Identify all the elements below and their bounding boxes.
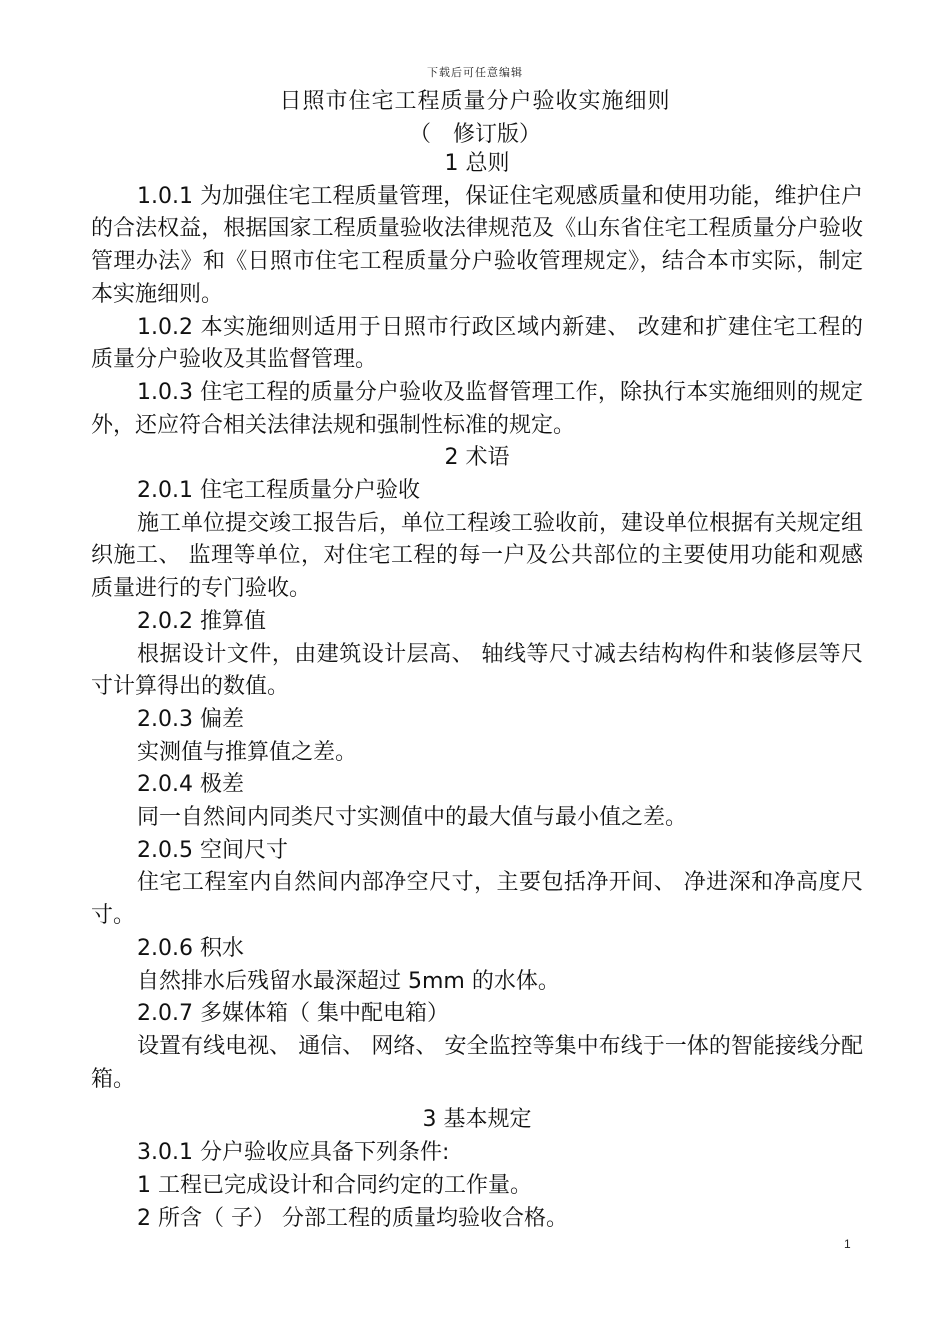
- term-definition-2-0-1: 施工单位提交竣工报告后，单位工程竣工验收前，建设单位根据有关规定组织施工、 监理等单位，对住宅工程的每一户及公共部位的主要使用功能和观感质量进行的专门验收。: [91, 510, 864, 602]
- page-number: 1: [844, 1237, 851, 1251]
- term-label-2-0-1: 2.0.1 住宅工程质量分户验收: [137, 478, 420, 504]
- clause-1-0-1: 1.0.1 为加强住宅工程质量管理，保证住宅观感质量和使用功能，维护住户的合法权益，根据国家工程质量验收法律规范及《山东省住宅工程质量分户验收管理办法》和《日照市住宅工程质量分户验收管理规定》，结合本市实际，制定本实施细则。: [91, 183, 863, 307]
- term-definition-2-0-3: 实测值与推算值之差。: [137, 739, 358, 765]
- condition-item-1: 1 工程已完成设计和合同约定的工作量。: [137, 1172, 532, 1198]
- clause-3-0-1: 3.0.1 分户验收应具备下列条件:: [137, 1140, 450, 1166]
- term-label-2-0-3: 2.0.3 偏差: [137, 706, 244, 732]
- term-definition-2-0-5: 住宅工程室内自然间内部净空尺寸，主要包括净开间、 净进深和净高度尺寸。: [91, 870, 863, 929]
- term-label-2-0-2: 2.0.2 推算值: [137, 608, 266, 634]
- term-definition-2-0-2: 根据设计文件，由建筑设计层高、 轴线等尺寸减去结构构件和装修层等尺寸计算得出的数值。: [91, 641, 863, 700]
- term-label-2-0-7: 2.0.7 多媒体箱（ 集中配电箱）: [137, 1001, 449, 1027]
- term-definition-2-0-6: 自然排水后残留水最深超过 5mm 的水体。: [137, 968, 560, 994]
- watermark-text: 下载后可任意编辑: [427, 66, 523, 79]
- clause-1-0-2: 1.0.2 本实施细则适用于日照市行政区域内新建、 改建和扩建住宅工程的质量分户验收及其监督管理。: [91, 314, 863, 373]
- term-definition-2-0-7: 设置有线电视、 通信、 网络、 安全监控等集中布线于一体的智能接线分配箱。: [91, 1033, 863, 1092]
- section-heading-basic-rules: 3 基本规定: [422, 1107, 532, 1133]
- term-label-2-0-4: 2.0.4 极差: [137, 772, 244, 798]
- section-heading-terms: 2 术语: [444, 445, 510, 471]
- document-subtitle: （ 修订版）: [408, 122, 541, 147]
- section-heading-general: 1 总则: [444, 151, 510, 176]
- condition-item-2: 2 所含（ 子） 分部工程的质量均验收合格。: [137, 1205, 568, 1231]
- term-definition-2-0-4: 同一自然间内同类尺寸实测值中的最大值与最小值之差。: [137, 805, 688, 831]
- term-label-2-0-6: 2.0.6 积水: [137, 935, 244, 961]
- clause-1-0-3: 1.0.3 住宅工程的质量分户验收及监督管理工作，除执行本实施细则的规定外，还应符合相关法律法规和强制性标准的规定。: [91, 379, 863, 438]
- term-label-2-0-5: 2.0.5 空间尺寸: [137, 837, 288, 863]
- document-body: [91, 148, 863, 1235]
- document-title: 日照市住宅工程质量分户验收实施细则: [279, 89, 671, 114]
